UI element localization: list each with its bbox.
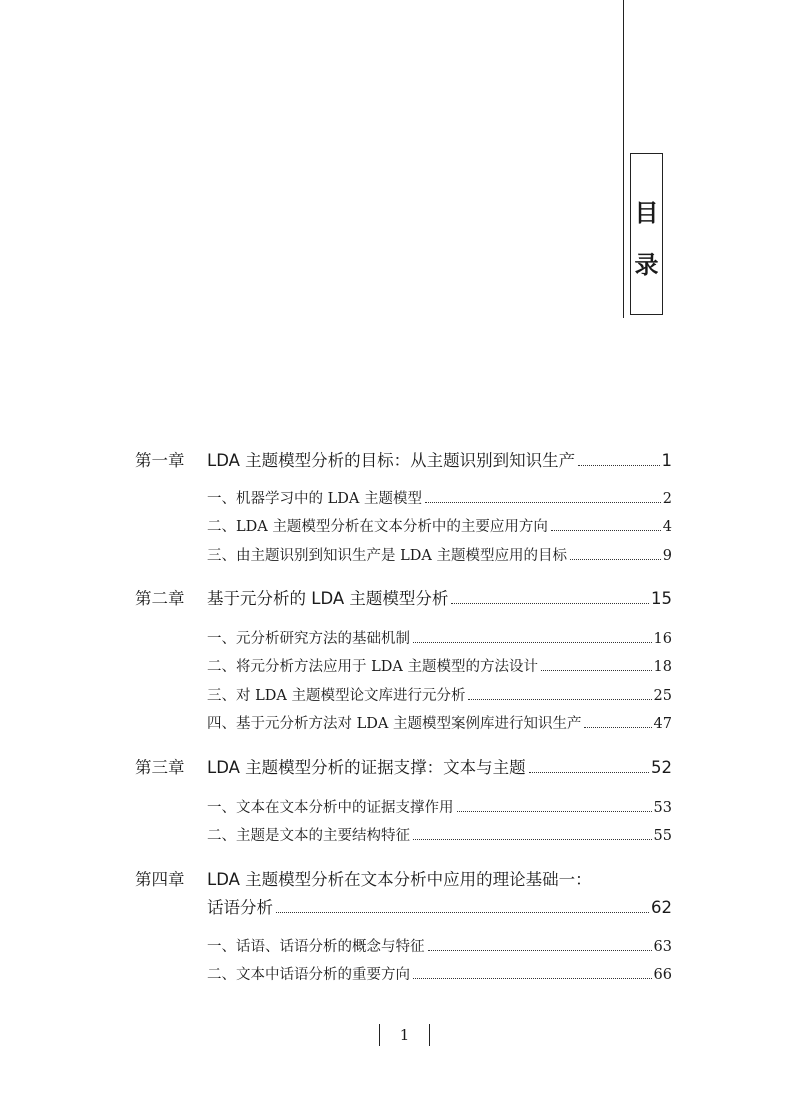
page-footer [0, 1024, 799, 1046]
section-title: 一、机器学习中的 LDA 主题模型 [207, 491, 422, 507]
contents-heading-box [630, 153, 663, 315]
chapter-title-continued: 话语分析 [207, 898, 273, 917]
page-number: 66 [653, 967, 672, 983]
toc-chapter-4-continued[interactable] [207, 896, 672, 920]
contents-heading-char-1: 目 [634, 198, 659, 227]
toc-section[interactable] [207, 797, 672, 819]
leader-dots [529, 772, 649, 773]
page-number: 47 [653, 716, 672, 732]
leader-dots [578, 465, 659, 466]
section-title: 一、元分析研究方法的基础机制 [207, 631, 410, 647]
leader-dots [428, 950, 652, 951]
toc-section[interactable] [207, 713, 672, 735]
chapter-label: 第四章 [135, 870, 185, 889]
section-title: 一、文本在文本分析中的证据支撑作用 [207, 800, 454, 816]
toc-section[interactable] [207, 516, 672, 538]
page-number: 15 [651, 589, 672, 608]
chapter-label: 第一章 [135, 451, 185, 470]
toc-chapter-2[interactable] [135, 587, 672, 611]
leader-dots [413, 642, 652, 643]
page-number: 16 [653, 631, 672, 647]
leader-dots [584, 727, 651, 728]
chapter-title: LDA 主题模型分析的证据支撑：文本与主题 [207, 758, 526, 777]
chapter-label: 第三章 [135, 758, 185, 777]
leader-dots [541, 670, 652, 671]
page-number: 2 [662, 491, 672, 507]
footer-page-number: 1 [399, 1026, 410, 1044]
section-title: 二、将元分析方法应用于 LDA 主题模型的方法设计 [207, 659, 538, 675]
chapter-title: LDA 主题模型分析在文本分析中应用的理论基础一： [207, 870, 592, 889]
toc-section[interactable] [207, 685, 672, 707]
toc-section[interactable] [207, 628, 672, 650]
section-title: 三、对 LDA 主题模型论文库进行元分析 [207, 688, 466, 704]
contents-heading-char-2: 录 [634, 250, 659, 279]
page-number: 63 [653, 939, 672, 955]
toc-chapter-4[interactable] [135, 868, 672, 892]
page-number: 18 [653, 659, 672, 675]
leader-dots [413, 978, 652, 979]
chapter-title: 基于元分析的 LDA 主题模型分析 [207, 589, 449, 608]
footer-right-bar [429, 1024, 430, 1046]
leader-dots [425, 502, 661, 503]
page-number: 52 [651, 758, 672, 777]
page-number: 9 [662, 548, 672, 564]
margin-rule [623, 0, 624, 318]
leader-dots [451, 603, 649, 604]
chapter-title: LDA 主题模型分析的目标：从主题识别到知识生产 [207, 451, 576, 470]
page-number: 55 [653, 828, 672, 844]
section-title: 四、基于元分析方法对 LDA 主题模型案例库进行知识生产 [207, 716, 582, 732]
toc-section[interactable] [207, 656, 672, 678]
toc-section[interactable] [207, 825, 672, 847]
toc-section[interactable] [207, 964, 672, 986]
leader-dots [276, 912, 649, 913]
section-title: 二、主题是文本的主要结构特征 [207, 828, 410, 844]
chapter-label: 第二章 [135, 589, 185, 608]
page-number: 62 [651, 898, 672, 917]
section-title: 二、LDA 主题模型分析在文本分析中的主要应用方向 [207, 519, 548, 535]
section-title: 一、话语、话语分析的概念与特征 [207, 939, 425, 955]
leader-dots [413, 839, 652, 840]
toc-chapter-1[interactable] [135, 449, 672, 473]
page-number: 25 [653, 688, 672, 704]
page-number: 4 [662, 519, 672, 535]
toc-section[interactable] [207, 488, 672, 510]
leader-dots [551, 530, 661, 531]
toc-chapter-3[interactable] [135, 756, 672, 780]
page-number: 53 [653, 800, 672, 816]
leader-dots [457, 811, 652, 812]
toc-section[interactable] [207, 936, 672, 958]
leader-dots [468, 699, 651, 700]
section-title: 二、文本中话语分析的重要方向 [207, 967, 410, 983]
toc-section[interactable] [207, 545, 672, 567]
page-number: 1 [661, 451, 672, 470]
section-title: 三、由主题识别到知识生产是 LDA 主题模型应用的目标 [207, 548, 567, 564]
leader-dots [570, 559, 661, 560]
